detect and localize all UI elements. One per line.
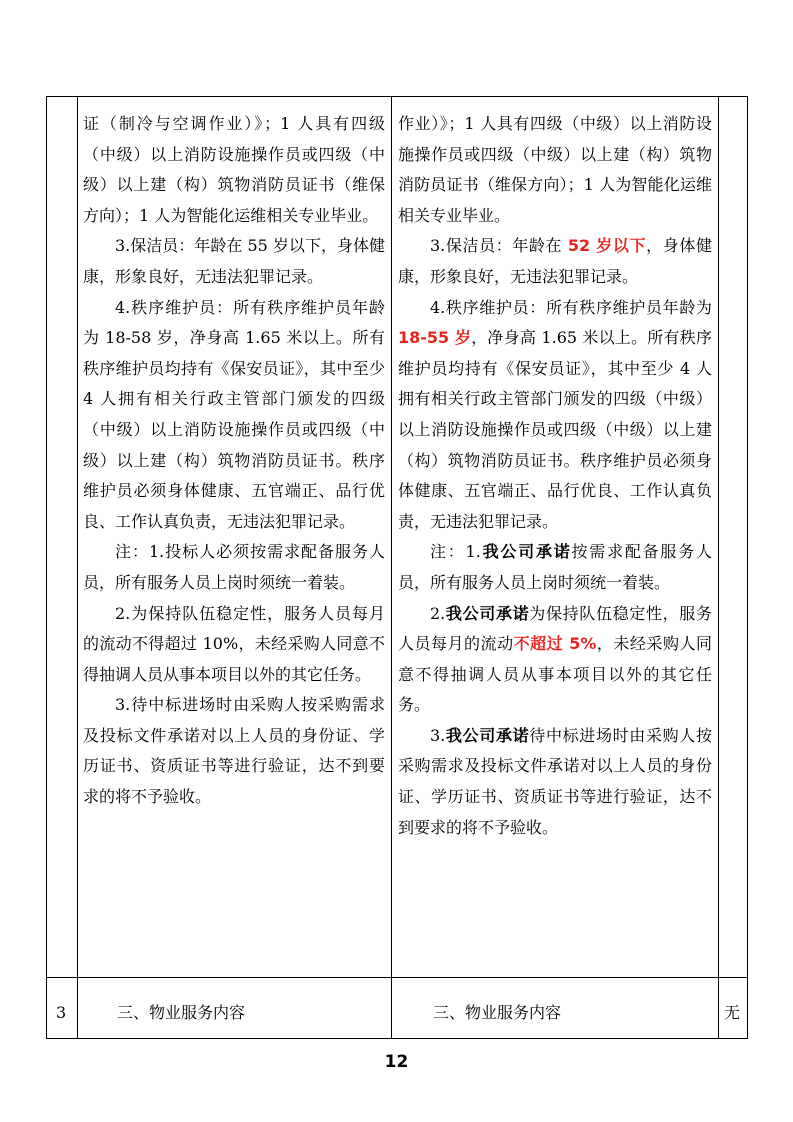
response-heading: 三、物业服务内容: [433, 1003, 562, 1022]
response-paragraph: 3.我公司承诺待中标进场时由采购人按采购需求及投标文件承诺对以上人员的身份证、学历证书、资质证书等进行验证，达不到要求的将不予验收。: [398, 725, 712, 837]
response-paragraph: 2.我公司承诺为保持队伍稳定性，服务人员每月的流动不超过 5%，未经采购人同意不得抽调人员从事本项目以外的其它任务。: [398, 603, 712, 715]
commitment-text: 我公司承诺: [480, 542, 572, 562]
response-paragraph: 3.保洁员：年龄在 52 岁以下，身体健康，形象良好，无违法犯罪记录。: [398, 236, 712, 286]
requirement-paragraph: 证（制冷与空调作业）》；1 人具有四级（中级）以上消防设施操作员或四级（中级）以上建（构）筑物消防员证书（维保方向）；1 人为智能化运维相关专业毕业。: [83, 114, 385, 225]
highlight-text: 18-55 岁: [398, 328, 472, 348]
requirement-paragraph: 2.为保持队伍稳定性，服务人员每月的流动不得超过 10%，未经采购人同意不得抽调人员从事本项目以外的其它任务。: [83, 603, 385, 684]
page-number: 12: [384, 1052, 409, 1072]
column-divider: [77, 97, 78, 1038]
requirement-heading: 三、物业服务内容: [117, 1003, 246, 1022]
row-number: 3: [56, 1003, 67, 1022]
requirement-paragraph: 4.秩序维护员：所有秩序维护员年龄为 18-58 岁，净身高 1.65 米以上。所有秩序维护员均持有《保安员证》，其中至少 4 人拥有相关行政主管部门颁发的四级（中级）以上消防设施操作员或四级（中级）以上建（构）筑物消防员证书。秩序维护员必须身体健康、五官端正、品行优良、工作认真负责，无违法犯罪记录。: [83, 297, 385, 531]
highlight-text: 52 岁以下: [567, 236, 647, 256]
requirement-paragraph: 注：1.投标人必须按需求配备服务人员，所有服务人员上岗时须统一着装。: [83, 542, 385, 592]
response-paragraph: 注：1.我公司承诺按需求配备服务人员，所有服务人员上岗时须统一着装。: [398, 542, 712, 592]
row-divider: [47, 977, 747, 978]
highlight-text: 不超过 5%: [513, 634, 597, 654]
requirement-paragraph: 3.待中标进场时由采购人按采购需求及投标文件承诺对以上人员的身份证、学历证书、资质证书等进行验证，达不到要求的将不予验收。: [83, 695, 385, 807]
column-divider: [718, 97, 719, 1038]
commitment-text: 我公司承诺: [445, 603, 530, 623]
requirement-paragraph: 3.保洁员：年龄在 55 岁以下，身体健康，形象良好，无违法犯罪记录。: [83, 236, 385, 286]
response-paragraph: 4.秩序维护员：所有秩序维护员年龄为18-55 岁，净身高 1.65 米以上。所有秩序维护员均持有《保安员证》，其中至少 4 人拥有相关行政主管部门颁发的四级（中级）以上消防设施操作员或四级（中级）以上建（构）筑物消防员证书。秩序维护员必须身体健康、五官端正、品行优良、工作认真负责，无违法犯罪记录。: [398, 297, 712, 531]
comparison-table: [46, 96, 748, 1039]
commitment-text: 我公司承诺: [445, 725, 530, 745]
response-cell: [398, 109, 712, 843]
column-divider: [391, 97, 392, 1038]
response-paragraph: 作业）》；1 人具有四级（中级）以上消防设施操作员或四级（中级）以上建（构）筑物消防员证书（维保方向）；1 人为智能化运维相关专业毕业。: [398, 114, 712, 225]
deviation-value: 无: [724, 1003, 741, 1022]
requirement-cell: [83, 109, 385, 813]
